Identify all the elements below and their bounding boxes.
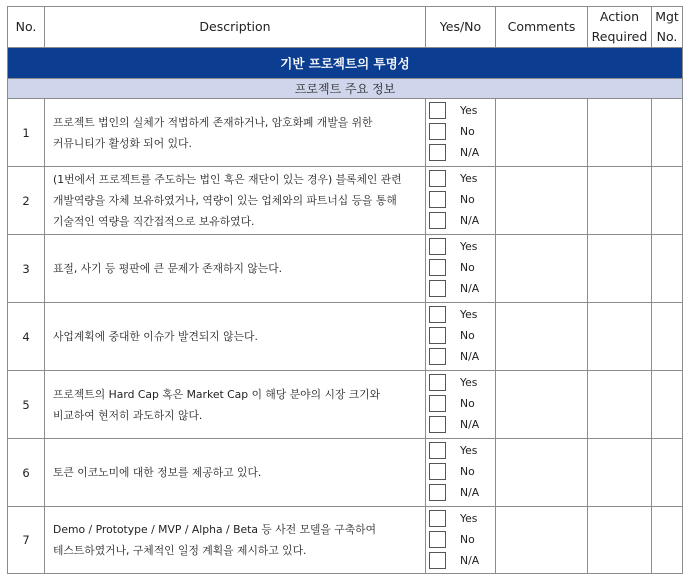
section-title: 기반 프로젝트의 투명성: [8, 48, 683, 79]
checkbox-label: N/A: [460, 146, 480, 159]
checkbox[interactable]: [429, 280, 446, 297]
answer-option[interactable]: [426, 508, 495, 529]
checkbox-label: N/A: [460, 214, 480, 227]
mgt-no-cell[interactable]: [652, 167, 683, 235]
comments-cell[interactable]: [496, 439, 588, 507]
checkbox-label: No: [460, 125, 475, 138]
yesno-cell: [426, 507, 496, 574]
action-required-cell[interactable]: [588, 371, 652, 439]
header-action-line2: Required: [591, 29, 648, 44]
action-required-cell[interactable]: [588, 235, 652, 303]
action-required-cell[interactable]: [588, 303, 652, 371]
header-row: [8, 7, 683, 48]
yesno-cell: [426, 167, 496, 235]
table-row: [8, 371, 683, 439]
comments-cell[interactable]: [496, 371, 588, 439]
checkbox-label: No: [460, 329, 475, 342]
header-action-line1: Action: [599, 9, 640, 24]
checkbox[interactable]: [429, 238, 446, 255]
yesno-cell: [426, 99, 496, 167]
action-required-cell[interactable]: [588, 167, 652, 235]
checkbox[interactable]: [429, 416, 446, 433]
table-row: [8, 507, 683, 574]
yesno-cell: [426, 439, 496, 507]
checkbox[interactable]: [429, 552, 446, 569]
description-line: 개발역량을 자체 보유하였거나, 역량이 있는 업체와의 파트너십 등을 통해: [53, 194, 397, 207]
description-line: 비교하여 현저히 과도하지 않다.: [53, 408, 203, 422]
row-number: 2: [8, 167, 45, 235]
answer-option[interactable]: [426, 346, 495, 367]
description-line: 표절, 사기 등 평판에 큰 문제가 존재하지 않는다.: [53, 262, 283, 275]
checkbox[interactable]: [429, 395, 446, 412]
mgt-no-cell[interactable]: [652, 371, 683, 439]
checkbox-label: No: [460, 533, 475, 546]
checkbox-label: Yes: [460, 172, 478, 185]
checkbox-label: Yes: [460, 512, 478, 525]
row-number: 6: [8, 439, 45, 507]
table-row: [8, 235, 683, 303]
description-line: 사업계획에 중대한 이슈가 발견되지 않는다.: [53, 330, 258, 343]
answer-option[interactable]: [426, 393, 495, 414]
answer-options: [426, 99, 495, 163]
answer-options: [426, 371, 495, 435]
checkbox-label: N/A: [460, 554, 480, 567]
checkbox-label: Yes: [460, 308, 478, 321]
row-description: [45, 167, 426, 235]
answer-option[interactable]: [426, 257, 495, 278]
description-line: 토큰 이코노미에 대한 정보를 제공하고 있다.: [53, 466, 262, 479]
comments-cell[interactable]: [496, 303, 588, 371]
checkbox[interactable]: [429, 144, 446, 161]
description-line: 프로젝트 법인의 실체가 적법하게 존재하거나, 암호화폐 개발을 위한: [53, 115, 373, 129]
answer-option[interactable]: [426, 550, 495, 571]
table-row: [8, 99, 683, 167]
mgt-no-cell[interactable]: [652, 303, 683, 371]
checkbox[interactable]: [429, 102, 446, 119]
answer-option[interactable]: [426, 304, 495, 325]
answer-options: [426, 167, 495, 231]
table-row: [8, 167, 683, 235]
action-required-cell[interactable]: [588, 507, 652, 574]
row-description: [45, 235, 426, 303]
checkbox[interactable]: [429, 327, 446, 344]
checkbox[interactable]: [429, 259, 446, 276]
header-action-required: [588, 7, 652, 48]
checkbox[interactable]: [429, 463, 446, 480]
comments-cell[interactable]: [496, 99, 588, 167]
row-description: [45, 507, 426, 574]
answer-option[interactable]: [426, 168, 495, 189]
answer-option[interactable]: [426, 278, 495, 299]
answer-option[interactable]: [426, 529, 495, 550]
header-mgt-line1: Mgt: [655, 9, 679, 24]
checklist-body: [8, 99, 683, 574]
checkbox[interactable]: [429, 123, 446, 140]
answer-option[interactable]: [426, 142, 495, 163]
answer-option[interactable]: [426, 440, 495, 461]
description-line: 프로젝트의 Hard Cap 혹은 Market Cap 이 해당 분야의 시장 크기와: [53, 387, 381, 401]
description-line: 커뮤니티가 활성화 되어 있다.: [53, 136, 192, 150]
checkbox[interactable]: [429, 374, 446, 391]
checkbox-label: Yes: [460, 376, 478, 389]
checkbox-label: Yes: [460, 104, 478, 117]
checkbox[interactable]: [429, 484, 446, 501]
checkbox-label: Yes: [460, 444, 478, 457]
yesno-cell: [426, 371, 496, 439]
checkbox-label: No: [460, 397, 475, 410]
row-number: 3: [8, 235, 45, 303]
description-line: (1번에서 프로젝트를 주도하는 법인 혹은 재단이 있는 경우) 블록체인 관련: [53, 173, 402, 186]
yesno-cell: [426, 303, 496, 371]
checkbox[interactable]: [429, 170, 446, 187]
row-description: [45, 371, 426, 439]
checkbox-label: N/A: [460, 418, 480, 431]
checkbox[interactable]: [429, 442, 446, 459]
header-mgt-line2: No.: [656, 29, 678, 44]
answer-option[interactable]: [426, 189, 495, 210]
header-description: Description: [45, 7, 426, 48]
answer-option[interactable]: [426, 414, 495, 435]
checkbox[interactable]: [429, 306, 446, 323]
answer-option[interactable]: [426, 372, 495, 393]
answer-options: [426, 303, 495, 367]
description-line: Demo / Prototype / MVP / Alpha / Beta 등 사전 모델을 구축하여: [53, 523, 377, 536]
section-row: [8, 48, 683, 79]
checkbox-label: No: [460, 261, 475, 274]
mgt-no-cell[interactable]: [652, 99, 683, 167]
mgt-no-cell[interactable]: [652, 439, 683, 507]
checklist-table: [7, 6, 683, 574]
action-required-cell[interactable]: [588, 439, 652, 507]
mgt-no-cell[interactable]: [652, 507, 683, 574]
description-line: 테스트하였거나, 구체적인 일정 계획을 제시하고 있다.: [53, 544, 307, 557]
checkbox[interactable]: [429, 531, 446, 548]
table-row: [8, 303, 683, 371]
mgt-no-cell[interactable]: [652, 235, 683, 303]
row-description: [45, 303, 426, 371]
row-number: 1: [8, 99, 45, 167]
answer-option[interactable]: [426, 236, 495, 257]
checkbox-label: No: [460, 465, 475, 478]
row-number: 7: [8, 507, 45, 574]
answer-option[interactable]: [426, 121, 495, 142]
checkbox-label: N/A: [460, 282, 480, 295]
header-comments: Comments: [496, 7, 588, 48]
row-number: 5: [8, 371, 45, 439]
checkbox-label: Yes: [460, 240, 478, 253]
subsection-row: [8, 79, 683, 99]
answer-option[interactable]: [426, 482, 495, 503]
answer-option[interactable]: [426, 461, 495, 482]
subsection-title: 프로젝트 주요 정보: [8, 79, 683, 99]
header-no: No.: [8, 7, 45, 48]
checkbox[interactable]: [429, 191, 446, 208]
row-description: [45, 99, 426, 167]
checkbox-label: No: [460, 193, 475, 206]
answer-option[interactable]: [426, 325, 495, 346]
checkbox-label: N/A: [460, 350, 480, 363]
header-yesno: Yes/No: [426, 7, 496, 48]
comments-cell[interactable]: [496, 167, 588, 235]
comments-cell[interactable]: [496, 235, 588, 303]
comments-cell[interactable]: [496, 507, 588, 574]
header-mgt-no: [652, 7, 683, 48]
action-required-cell[interactable]: [588, 99, 652, 167]
checkbox[interactable]: [429, 212, 446, 229]
answer-options: [426, 235, 495, 299]
checkbox-label: N/A: [460, 486, 480, 499]
answer-option[interactable]: [426, 210, 495, 231]
answer-options: [426, 507, 495, 571]
checkbox[interactable]: [429, 348, 446, 365]
checkbox[interactable]: [429, 510, 446, 527]
row-number: 4: [8, 303, 45, 371]
answer-option[interactable]: [426, 100, 495, 121]
answer-options: [426, 439, 495, 503]
description-line: 기술적인 역량을 직간접적으로 보유하였다.: [53, 215, 255, 228]
yesno-cell: [426, 235, 496, 303]
table-row: [8, 439, 683, 507]
row-description: [45, 439, 426, 507]
